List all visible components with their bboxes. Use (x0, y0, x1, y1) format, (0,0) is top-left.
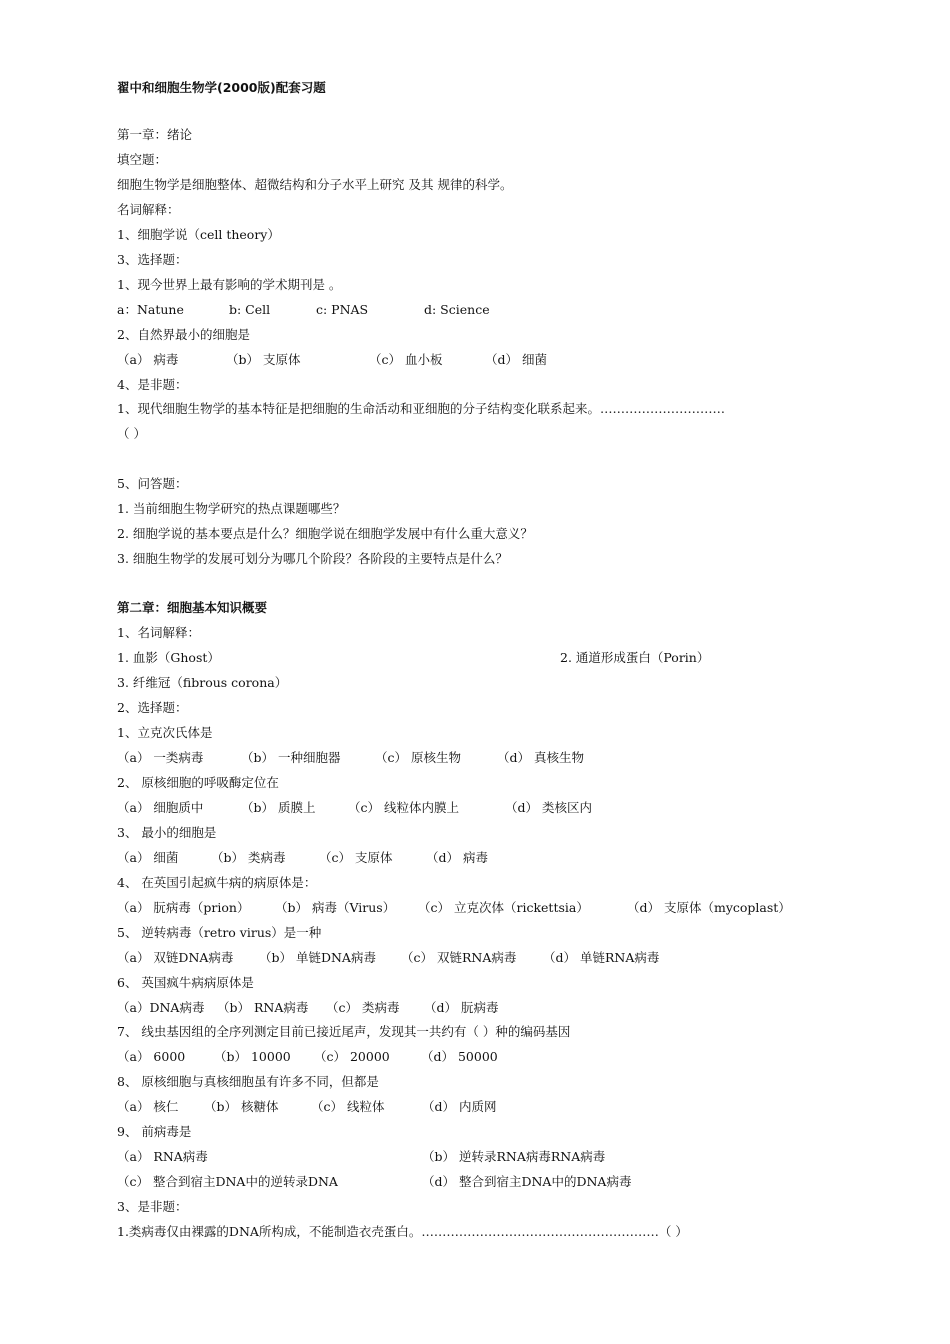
choice-option: （a） 病毒 (117, 352, 179, 367)
chapter-1-heading: 第一章：绪论 (117, 127, 193, 142)
choice-option: （d） 病毒 (426, 850, 488, 865)
choice-option: （c） 血小板 (369, 352, 443, 367)
choice-option: （a）DNA病毒 (117, 1000, 205, 1015)
choice-option: （d） 真核生物 (497, 750, 584, 765)
true-false-question: 1、现代细胞生物学的基本特征是把细胞的生命活动和亚细胞的分子结构变化联系起来。………………………… (117, 401, 725, 416)
term-item: 1、细胞学说（cell theory） (117, 227, 280, 242)
choice-option: （b） 10000 (214, 1049, 291, 1064)
choice-question: 3、 最小的细胞是 (117, 825, 217, 840)
choice-option: （b） 逆转录RNA病毒RNA病毒 (422, 1149, 606, 1164)
chapter-2-heading: 第二章：细胞基本知识概要 (117, 600, 268, 615)
choice-option: （d） 朊病毒 (424, 1000, 499, 1015)
qa-label: 5、问答题： (117, 476, 188, 491)
term-item: 1. 血影（Ghost） (117, 650, 220, 665)
choice-question: 5、 逆转病毒（retro virus）是一种 (117, 925, 322, 940)
choice-option: （d） 单链RNA病毒 (543, 950, 660, 965)
choice-question: 9、 前病毒是 (117, 1124, 192, 1139)
choice-question: 6、 英国疯牛病病原体是 (117, 975, 254, 990)
true-false-label: 4、是非题： (117, 377, 188, 392)
choice-option: （b） 支原体 (226, 352, 301, 367)
choice-option: （c） 线粒体内膜上 (348, 800, 459, 815)
choice-option: （c） 支原体 (319, 850, 393, 865)
choice-option: （b） 单链DNA病毒 (259, 950, 376, 965)
choice-option: （c） 立克次体（rickettsia） (418, 900, 589, 915)
choice-option: （c） 20000 (314, 1049, 390, 1064)
choice-question: 1、立克次氏体是 (117, 725, 213, 740)
choice-option: （d） 50000 (421, 1049, 498, 1064)
choice-question: 2、 原核细胞的呼吸酶定位在 (117, 775, 279, 790)
choice-option: （d） 内质网 (422, 1099, 497, 1114)
qa-question: 3. 细胞生物学的发展可划分为哪几个阶段？各阶段的主要特点是什么？ (117, 551, 508, 566)
choice-option: d: Science (424, 302, 490, 317)
choice-option: （b） 病毒（Virus） (275, 900, 396, 915)
term-item: 3. 纤维冠（fibrous corona） (117, 675, 288, 690)
answer-paren: （ ） (117, 426, 146, 441)
choice-option: b: Cell (229, 302, 271, 317)
choice-option: （d） 整合到宿主DNA中的DNA病毒 (422, 1174, 632, 1189)
choice-question: 4、 在英国引起疯牛病的病原体是： (117, 875, 317, 890)
choice-option: （a） RNA病毒 (117, 1149, 208, 1164)
choice-option: （b） RNA病毒 (217, 1000, 309, 1015)
choice-option: （a） 细菌 (117, 850, 179, 865)
term-definition-label: 1、名词解释： (117, 625, 200, 640)
choice-option: （c） 原核生物 (375, 750, 461, 765)
choice-option: （c） 整合到宿主DNA中的逆转录DNA (117, 1174, 338, 1189)
choice-option: （d） 支原体（mycoplast） (627, 900, 791, 915)
choice-question: 1、现今世界上最有影响的学术期刊是 。 (117, 277, 342, 292)
choice-option: （a） 一类病毒 (117, 750, 204, 765)
choice-question: 2、自然界最小的细胞是 (117, 327, 250, 342)
choice-option: a：Natune (117, 302, 184, 317)
choice-option: （d） 类核区内 (505, 800, 592, 815)
term-item: 2. 通道形成蛋白（Porin） (560, 650, 710, 665)
choice-option: （a） 细胞质中 (117, 800, 204, 815)
choice-question: 7、 线虫基因组的全序列测定目前已接近尾声，发现其一共约有（ ）种的编码基因 (117, 1024, 571, 1039)
choice-label: 2、选择题： (117, 700, 188, 715)
choice-option: （c） 类病毒 (326, 1000, 400, 1015)
choice-option: （a） 朊病毒（prion） (117, 900, 250, 915)
qa-question: 2. 细胞学说的基本要点是什么？细胞学说在细胞学发展中有什么重大意义？ (117, 526, 533, 541)
qa-question: 1. 当前细胞生物学研究的热点课题哪些？ (117, 501, 346, 516)
choice-option: （b） 核糖体 (204, 1099, 279, 1114)
true-false-label: 3、是非题： (117, 1199, 188, 1214)
true-false-question: 1.类病毒仅由裸露的DNA所构成，不能制造衣壳蛋白。…………………………………………………（ ） (117, 1224, 688, 1239)
choice-option: （c） 线粒体 (311, 1099, 385, 1114)
choice-option: （d） 细菌 (485, 352, 547, 367)
choice-question: 8、 原核细胞与真核细胞虽有许多不同，但都是 (117, 1074, 379, 1089)
choice-option: （a） 核仁 (117, 1099, 179, 1114)
term-definition-label: 名词解释： (117, 202, 180, 217)
choice-option: （b） 一种细胞器 (241, 750, 341, 765)
choice-option: （b） 类病毒 (211, 850, 286, 865)
fill-blank-label: 填空题： (117, 152, 168, 167)
document-title: 翟中和细胞生物学(2000版)配套习题 (117, 80, 326, 95)
choice-label: 3、选择题： (117, 252, 188, 267)
choice-option: （a） 双链DNA病毒 (117, 950, 234, 965)
choice-option: c: PNAS (316, 302, 369, 317)
choice-option: （a） 6000 (117, 1049, 186, 1064)
choice-option: （b） 质膜上 (241, 800, 316, 815)
choice-option: （c） 双链RNA病毒 (401, 950, 517, 965)
fill-blank-question: 细胞生物学是细胞整体、超微结构和分子水平上研究 及其 规律的科学。 (117, 177, 513, 192)
